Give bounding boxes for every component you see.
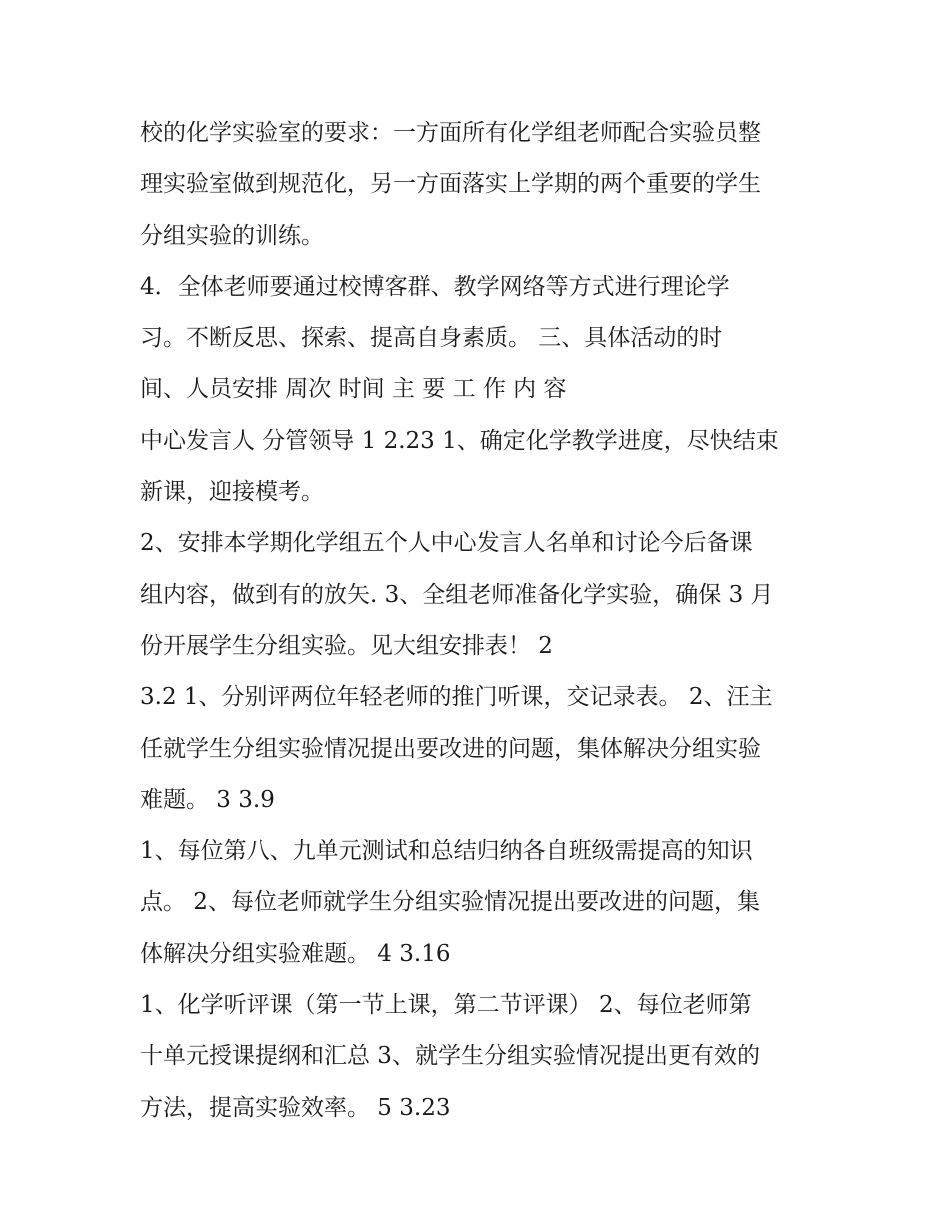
text-line: 2、安排本学期化学组五个人中心发言人名单和讨论今后备课	[140, 530, 753, 557]
text-line: 份开展学生分组实验。见大组安排表！ 2	[140, 632, 553, 659]
document-body	[140, 108, 840, 1134]
text-line: 间、人员安排 周次 时间 主 要 工 作 内 容	[140, 376, 567, 403]
text-line: 校的化学实验室的要求：一方面所有化学组老师配合实验员整	[140, 120, 761, 146]
text-line: 难题。 3 3.9	[140, 786, 275, 813]
text-line: 理实验室做到规范化，另一方面落实上学期的两个重要的学生	[140, 171, 761, 198]
text-line: 分组实验的训练。	[140, 222, 324, 249]
text-line: 十单元授课提纲和汇总 3、就学生分组实验情况提出更有效的	[140, 1043, 760, 1070]
text-line: 1、每位第八、九单元测试和总结归纳各自班级需提高的知识	[140, 838, 753, 865]
text-line: 1、化学听评课（第一节上课，第二节评课） 2、每位老师第	[140, 992, 752, 1019]
text-line: 方法，提高实验效率。 5 3.23	[140, 1094, 451, 1121]
text-line: 点。 2、每位老师就学生分组实验情况提出要改进的问题，集	[140, 889, 760, 916]
text-line: 习。不断反思、探索、提高自身素质。 三、具体活动的时	[140, 325, 723, 352]
text-line: 体解决分组实验难题。 4 3.16	[140, 940, 451, 967]
text-line: 任就学生分组实验情况提出要改进的问题，集体解决分组实验	[140, 735, 761, 762]
text-line: 3.2 1、分别评两位年轻老师的推门听课，交记录表。 2、汪主	[140, 684, 773, 711]
text-line: 组内容，做到有的放矢. 3、全组老师准备化学实验，确保 3 月	[140, 581, 774, 608]
text-line: 新课，迎接模考。	[140, 479, 324, 506]
text-line: 中心发言人 分管领导 1 2.23 1、确定化学教学进度，尽快结束	[140, 427, 779, 454]
text-line: 4．全体老师要通过校博客群、教学网络等方式进行理论学	[140, 273, 730, 300]
